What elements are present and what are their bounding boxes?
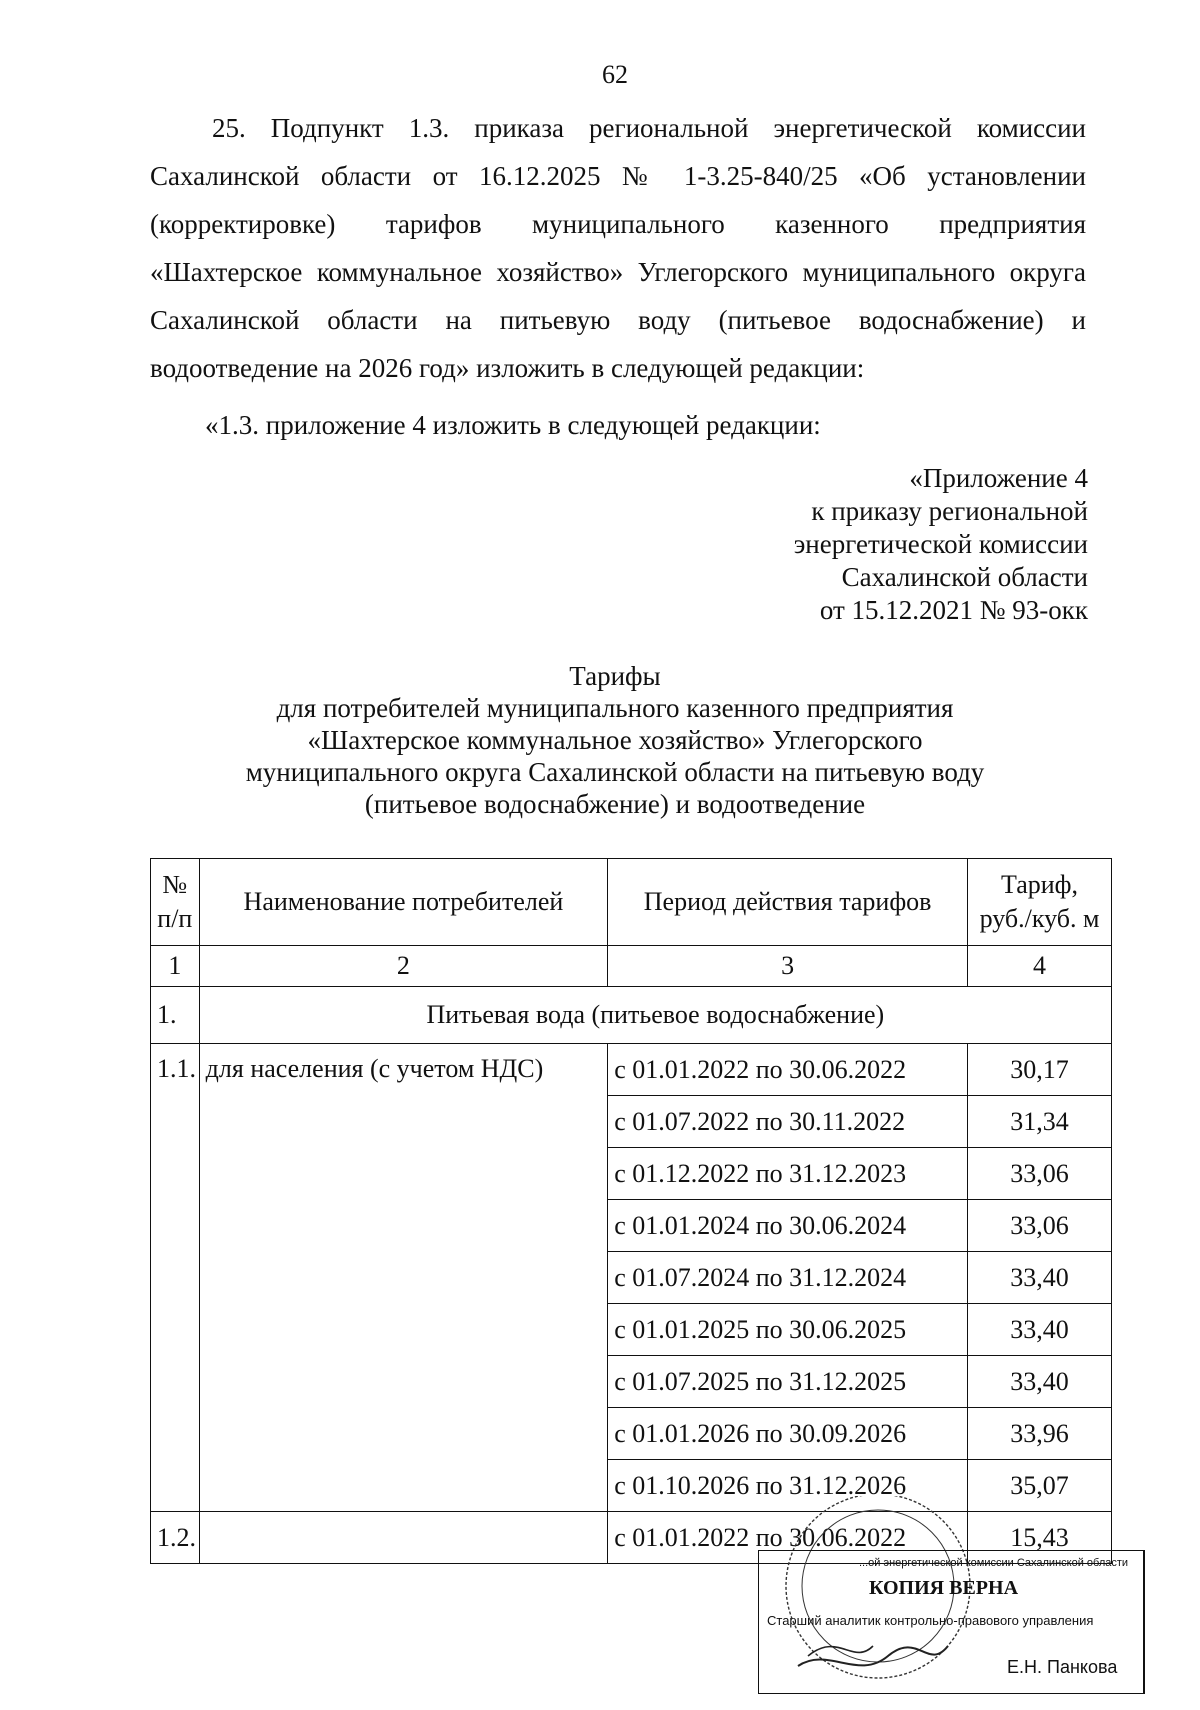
tariff-value: 33,40 [968, 1304, 1112, 1356]
tariff-value: 33,06 [968, 1148, 1112, 1200]
section-number: 1. [151, 987, 200, 1044]
appendix-line: энергетической комиссии [793, 529, 1088, 559]
paragraph-line: водоотведение на 2026 год» изложить в следующей редакции: [150, 353, 865, 383]
amendment-paragraph [150, 104, 1086, 392]
appendix-line: Сахалинской области [841, 562, 1088, 592]
tariff-period: с 01.01.2022 по 30.06.2022 [608, 1044, 968, 1096]
header-tariff: Тариф, руб./куб. м [968, 859, 1112, 946]
stamp-title: КОПИЯ ВЕРНА [869, 1577, 1019, 1599]
appendix-line: «Приложение 4 [909, 463, 1088, 493]
tariff-value: 33,40 [968, 1252, 1112, 1304]
stamp-organization: ...ой энергетической комиссии Сахалинской области [859, 1557, 1129, 1569]
tariffs-table [150, 858, 1112, 1564]
subitem-text: «1.3. приложение 4 изложить в следующей редакции: [205, 410, 821, 440]
appendix-line: от 15.12.2021 № 93-окк [819, 595, 1088, 625]
title-line: «Шахтерское коммунальное хозяйство» Углегорского [307, 725, 923, 755]
appendix-line: к приказу региональной [811, 496, 1088, 526]
tariff-value: 15,43 [968, 1512, 1112, 1564]
tariff-value: 31,34 [968, 1096, 1112, 1148]
tariff-period: с 01.01.2026 по 30.09.2026 [608, 1408, 968, 1460]
tariff-value: 33,40 [968, 1356, 1112, 1408]
table-title [0, 660, 1200, 820]
column-index: 2 [199, 946, 608, 987]
paragraph-line: (корректировке) тарифов муниципального казенного предприятия [150, 209, 1086, 239]
tariff-period: с 01.01.2025 по 30.06.2025 [608, 1304, 968, 1356]
consumer-name: для населения (с учетом НДС) [199, 1044, 608, 1512]
tariff-value: 35,07 [968, 1460, 1112, 1512]
tariff-period: с 01.10.2026 по 31.12.2026 [608, 1460, 968, 1512]
certification-stamp [758, 1550, 1145, 1694]
header-consumer: Наименование потребителей [199, 859, 608, 946]
tariff-value: 33,96 [968, 1408, 1112, 1460]
stamp-position: Старший аналитик контрольно-правового управления [767, 1613, 1094, 1628]
tariff-value: 30,17 [968, 1044, 1112, 1096]
tariff-period: с 01.01.2022 по 30.06.2022 [608, 1512, 968, 1564]
section-row [151, 987, 1112, 1044]
paragraph-line: Сахалинской области от 16.12.2025 № 1-3.25-840/25 «Об установлении [150, 161, 1086, 191]
title-line: муниципального округа Сахалинской области на питьевую воду [245, 757, 985, 787]
title-line: для потребителей муниципального казенного предприятия [276, 693, 954, 723]
section-label: Питьевая вода (питьевое водоснабжение) [199, 987, 1111, 1044]
column-index-row [151, 946, 1112, 987]
title-line: Тарифы [569, 661, 661, 691]
table-row [151, 1044, 1112, 1096]
tariff-period: с 01.07.2025 по 31.12.2025 [608, 1356, 968, 1408]
column-index: 4 [968, 946, 1112, 987]
column-index: 1 [151, 946, 200, 987]
table-header-row [151, 859, 1112, 946]
tariff-period: с 01.12.2022 по 31.12.2023 [608, 1148, 968, 1200]
column-index: 3 [608, 946, 968, 987]
header-period: Период действия тарифов [608, 859, 968, 946]
stamp-name: Е.Н. Панкова [1007, 1657, 1118, 1677]
tariff-period: с 01.07.2024 по 31.12.2024 [608, 1252, 968, 1304]
tariff-period: с 01.01.2024 по 30.06.2024 [608, 1200, 968, 1252]
header-number: № п/п [151, 859, 200, 946]
tariff-value: 33,06 [968, 1200, 1112, 1252]
paragraph-line: Сахалинской области на питьевую воду (питьевое водоснабжение) и [150, 305, 1086, 335]
tariff-period: с 01.07.2022 по 30.11.2022 [608, 1096, 968, 1148]
group-number: 1.2. [151, 1512, 200, 1564]
paragraph-line: «Шахтерское коммунальное хозяйство» Углегорского муниципального округа [150, 257, 1086, 287]
title-line: (питьевое водоснабжение) и водоотведение [364, 789, 866, 819]
consumer-name [199, 1512, 608, 1564]
appendix-reference [794, 462, 1088, 627]
paragraph-line: 25. Подпункт 1.3. приказа региональной энергетической комиссии [212, 113, 1086, 143]
page-number: 62 [602, 60, 628, 89]
group-number: 1.1. [151, 1044, 200, 1512]
